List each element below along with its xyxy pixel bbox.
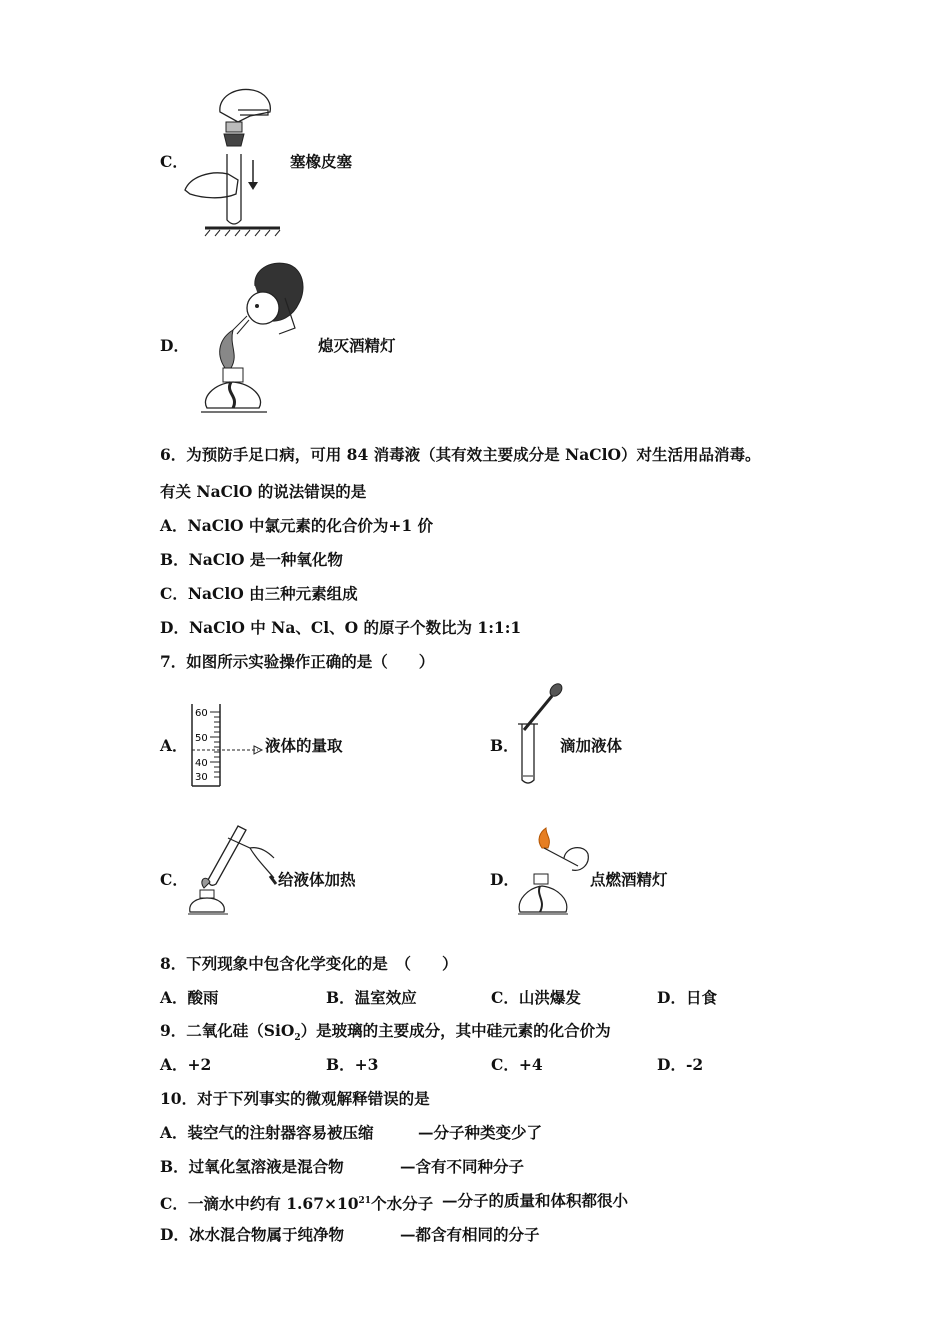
q10-option-b-fact[interactable]: B．过氧化氢溶液是混合物 bbox=[160, 1157, 344, 1176]
q8-option-c[interactable]: C．山洪爆发 bbox=[491, 988, 581, 1007]
q9-stem-pre: 9．二氧化硅（SiO bbox=[160, 1021, 295, 1040]
q7-option-c-label: 给液体加热 bbox=[278, 870, 356, 889]
q7-option-b-letter[interactable]: B． bbox=[490, 736, 519, 755]
dropper-test-tube-figure bbox=[512, 684, 567, 788]
q10-option-c-superscript: 21 bbox=[358, 1196, 372, 1206]
q7-option-b-label: 滴加液体 bbox=[560, 736, 623, 755]
q10-stem: 10．对于下列事实的微观解释错误的是 bbox=[160, 1089, 430, 1108]
q10-option-a-reason: —分子种类变少了 bbox=[418, 1123, 543, 1142]
q10-option-c-reason: —分子的质量和体积都很小 bbox=[442, 1191, 629, 1210]
blowing-out-lamp-figure bbox=[195, 258, 310, 423]
cylinder-tick-30: 30 bbox=[195, 772, 208, 783]
measuring-cylinder-figure bbox=[188, 702, 268, 788]
q10-option-a-fact[interactable]: A．装空气的注射器容易被压缩 bbox=[160, 1123, 374, 1142]
q6-option-a[interactable]: A．NaClO 中氯元素的化合价为+1 价 bbox=[160, 516, 434, 535]
q7-option-d-letter[interactable]: D． bbox=[490, 870, 519, 889]
heating-liquid-figure bbox=[188, 818, 280, 918]
q7-option-d-label: 点燃酒精灯 bbox=[590, 870, 668, 889]
q7-option-a-label: 液体的量取 bbox=[265, 736, 343, 755]
q5-option-d-letter: D． bbox=[160, 336, 189, 355]
q7-stem: 7．如图所示实验操作正确的是（ ） bbox=[160, 652, 435, 671]
q7-option-a-letter[interactable]: A． bbox=[160, 736, 188, 755]
q10-option-b-reason: —含有不同种分子 bbox=[400, 1157, 525, 1176]
q10-option-c-fact-pre: C．一滴水中约有 1.67×10 bbox=[160, 1194, 359, 1214]
q9-stem bbox=[160, 1021, 611, 1048]
q6-option-c[interactable]: C．NaClO 由三种元素组成 bbox=[160, 584, 358, 603]
q7-option-c-letter[interactable]: C． bbox=[160, 870, 188, 889]
q9-option-a[interactable]: A．+2 bbox=[160, 1055, 212, 1074]
q9-stem-post: ）是玻璃的主要成分，其中硅元素的化合价为 bbox=[300, 1021, 611, 1040]
q10-option-c-fact[interactable] bbox=[160, 1191, 433, 1214]
stopper-test-tube-figure bbox=[180, 82, 290, 237]
q9-option-b[interactable]: B．+3 bbox=[326, 1055, 379, 1074]
cylinder-tick-40: 40 bbox=[195, 758, 208, 769]
q10-option-d-fact[interactable]: D．冰水混合物属于纯净物 bbox=[160, 1225, 344, 1244]
q6-stem-line1: 6．为预防手足口病，可用 84 消毒液（其有效主要成分是 NaClO）对生活用品消毒。 bbox=[160, 445, 761, 464]
q5-option-c-label: 塞橡皮塞 bbox=[290, 152, 353, 171]
q5-option-c-letter: C． bbox=[160, 152, 188, 171]
q8-option-a[interactable]: A．酸雨 bbox=[160, 988, 219, 1007]
q8-option-b[interactable]: B．温室效应 bbox=[326, 988, 417, 1007]
q9-stem-subscript: 2 bbox=[294, 1033, 301, 1044]
q6-option-d[interactable]: D．NaClO 中 Na、Cl、O 的原子个数比为 1:1:1 bbox=[160, 618, 522, 637]
q9-option-c[interactable]: C．+4 bbox=[491, 1055, 543, 1074]
q6-stem-line2: 有关 NaClO 的说法错误的是 bbox=[160, 482, 367, 501]
q6-option-b[interactable]: B．NaClO 是一种氧化物 bbox=[160, 550, 343, 569]
cylinder-tick-50: 50 bbox=[195, 733, 208, 744]
q5-option-d-label: 熄灭酒精灯 bbox=[318, 336, 396, 355]
q10-option-c-fact-post: 个水分子 bbox=[371, 1194, 434, 1214]
q8-stem: 8．下列现象中包含化学变化的是 （ ） bbox=[160, 954, 458, 973]
lighting-lamp-figure bbox=[516, 826, 592, 918]
q9-option-d[interactable]: D．-2 bbox=[657, 1055, 704, 1074]
q8-option-d[interactable]: D．日食 bbox=[657, 988, 717, 1007]
cylinder-tick-60: 60 bbox=[195, 708, 208, 719]
q10-option-d-reason: —都含有相同的分子 bbox=[400, 1225, 540, 1244]
